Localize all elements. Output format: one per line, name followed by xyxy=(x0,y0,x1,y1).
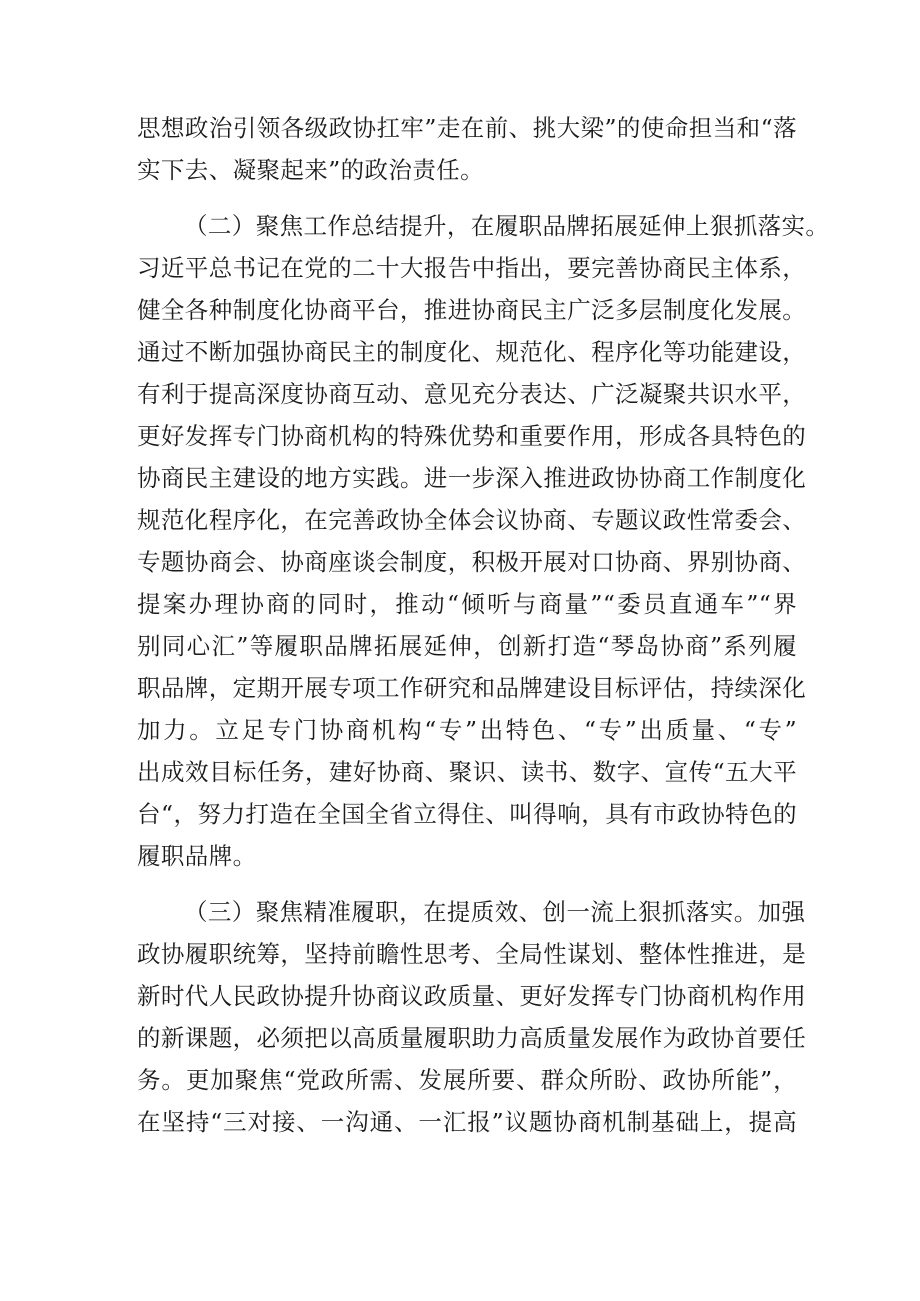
text-line: 更好发挥专门协商机构的特殊优势和重要作用，形成各具特色的 xyxy=(137,422,807,450)
paragraph-1 xyxy=(137,107,797,191)
text-line: 通过不断加强协商民主的制度化、规范化、程序化等功能建设， xyxy=(137,338,807,366)
text-line: 职品牌，定期开展专项工作研究和品牌建设目标评估，持续深化 xyxy=(137,674,807,702)
text-line: 规范化程序化，在完善政协全体会议协商、专题议政性常委会、 xyxy=(137,506,807,534)
section-heading-line: （二）聚焦工作总结提升，在履职品牌拓展延伸上狠抓落实。 xyxy=(184,212,830,240)
text-line: 提案办理协商的同时，推动“倾听与商量”“委员直通车”“界 xyxy=(137,590,797,618)
section-heading-line: （三）聚焦精准履职，在提质效、创一流上狠抓落实。加强 xyxy=(184,898,806,926)
paragraph-2 xyxy=(137,205,830,877)
text-line: 健全各种制度化协商平台，推进协商民主广泛多层制度化发展。 xyxy=(137,296,807,324)
text-line: 专题协商会、协商座谈会制度，积极开展对口协商、界别协商、 xyxy=(137,548,807,576)
text-line: 在坚持“三对接、一沟通、一汇报”议题协商机制基础上，提高 xyxy=(137,1108,797,1136)
text-line: 台“，努力打造在全国全省立得住、叫得响，具有市政协特色的 xyxy=(137,800,797,828)
paragraph-gap xyxy=(137,191,797,205)
text-line: 实下去、凝聚起来”的政治责任。 xyxy=(137,156,485,184)
text-line: 别同心汇”等履职品牌拓展延伸，创新打造“琴岛协商”系列履 xyxy=(137,632,797,660)
paragraph-gap xyxy=(137,877,797,891)
paragraph-3 xyxy=(137,891,807,1143)
text-line: 新时代人民政协提升协商议政质量、更好发挥专门协商机构作用 xyxy=(137,982,807,1010)
text-line: 履职品牌。 xyxy=(137,842,257,870)
text-line: 有利于提高深度协商互动、意见充分表达、广泛凝聚共识水平， xyxy=(137,380,807,408)
text-line: 协商民主建设的地方实践。进一步深入推进政协协商工作制度化 xyxy=(137,464,807,492)
text-line: 出成效目标任务，建好协商、聚识、读书、数字、宣传“五大平 xyxy=(137,758,797,786)
text-line: 习近平总书记在党的二十大报告中指出，要完善协商民主体系， xyxy=(137,254,807,282)
text-line: 加力。立足专门协商机构“专”出特色、“专”出质量、“专” xyxy=(137,716,797,744)
text-line: 的新课题，必须把以高质量履职助力高质量发展作为政协首要任 xyxy=(137,1024,807,1052)
text-line: 务。更加聚焦“党政所需、发展所要、群众所盼、政协所能”， xyxy=(137,1066,797,1094)
document-body xyxy=(137,107,830,1143)
text-line: 政协履职统筹，坚持前瞻性思考、全局性谋划、整体性推进，是 xyxy=(137,940,807,968)
text-line: 思想政治引领各级政协扛牢”走在前、挑大梁”的使命担当和“落 xyxy=(137,114,797,142)
